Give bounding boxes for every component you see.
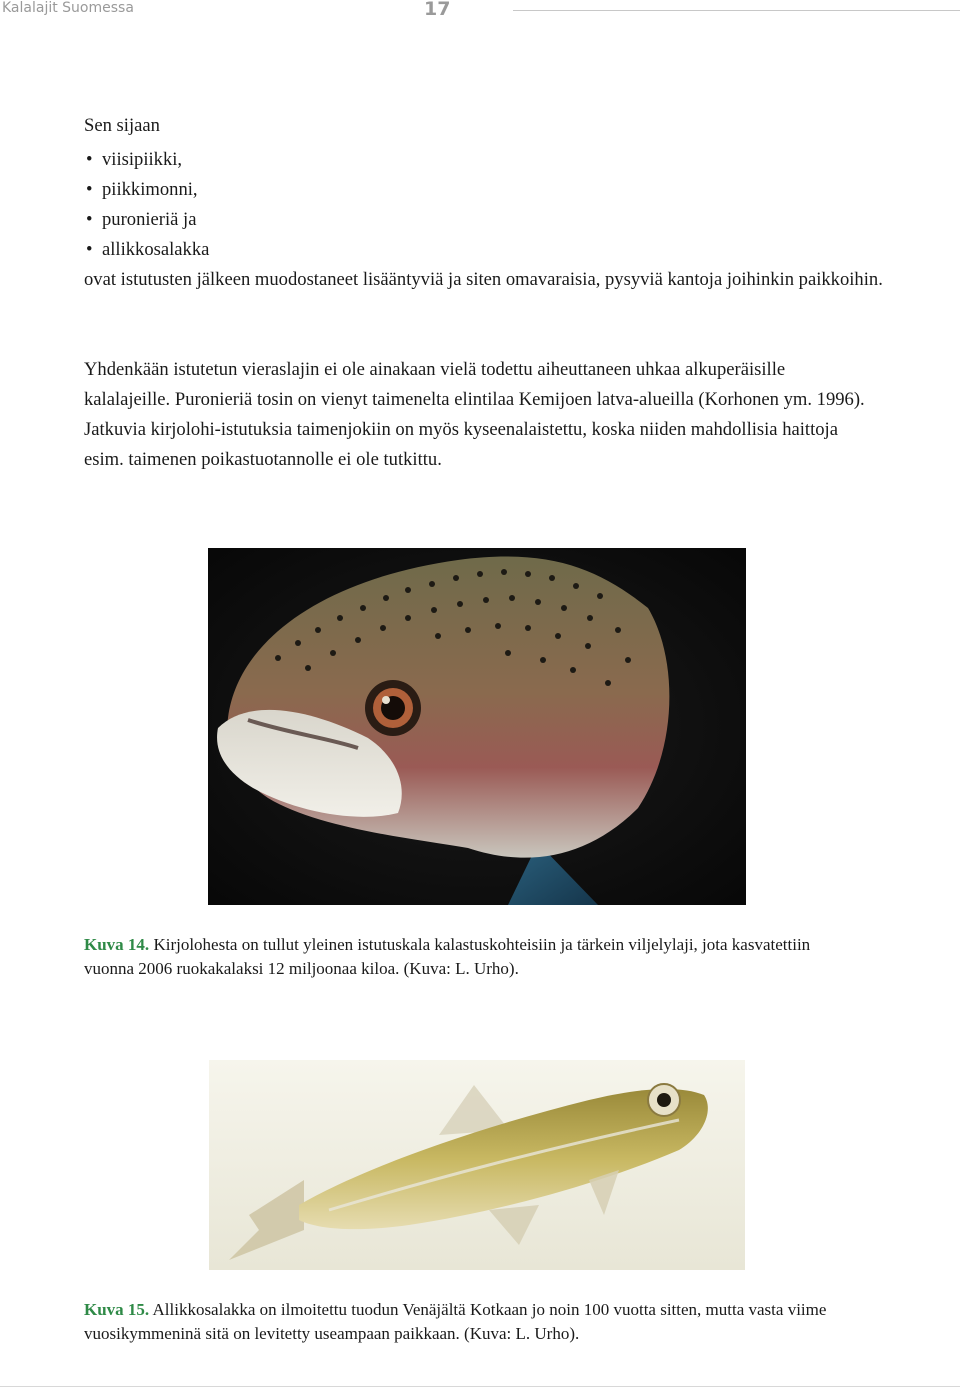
running-title: Kalalajit Suomessa	[2, 0, 134, 16]
sunbleak-illustration	[209, 1060, 745, 1270]
figure-15-label: Kuva 15.	[84, 1300, 150, 1319]
rainbow-trout-photo	[208, 548, 746, 905]
footer-rule	[0, 1386, 960, 1387]
list-item: • puronieriä ja	[84, 205, 884, 235]
list-item: • viisipiikki,	[84, 145, 884, 175]
figure-14-label: Kuva 14.	[84, 935, 150, 954]
sunbleak-photo	[209, 1060, 745, 1270]
list-item: • allikkosalakka	[84, 235, 884, 265]
page-number: 17	[424, 0, 451, 20]
trout-illustration	[208, 548, 746, 905]
paragraph	[84, 355, 874, 475]
paragraph-text: Yhdenkään istutetun vieraslajin ei ole ainakaan vielä todettu aiheuttaneen uhkaa alkuperäisille kalalajeille. Puronieriä tosin on vienyt taimenelta elintilaa Kemijoen latva-alueilla (Korhonen ym. 1996). Jatkuvia kirjolohi-istutuksia taimenjokiin on myös kyseenalaistettu, koska niiden mahdollisia haittoja esim. taimenen poikastuotannolle ei ole tutkittu.	[84, 359, 865, 470]
intro-continuation: ovat istutusten jälkeen muodostaneet lisääntyviä ja siten omavaraisia, pysyviä kantoja joihinkin paikkoihin.	[84, 269, 883, 290]
intro-section	[84, 111, 884, 295]
figure-15-caption	[84, 1298, 864, 1346]
intro-lead: Sen sijaan	[84, 115, 160, 136]
list-item: • piikkimonni,	[84, 175, 884, 205]
species-list	[84, 145, 884, 265]
figure-15-caption-text: Allikkosalakka on ilmoitettu tuodun Venäjältä Kotkaan jo noin 100 vuotta sitten, mutta vasta viime vuosikymmeninä sitä on levitetty useampaan paikkaan. (Kuva: L. Urho).	[84, 1300, 827, 1343]
figure-14-caption-text: Kirjolohesta on tullut yleinen istutuskala kalastuskohteisiin ja tärkein viljelylaji, jota kasvatettiin vuonna 2006 ruokakalaksi 12 miljoonaa kiloa. (Kuva: L. Urho).	[84, 935, 811, 978]
header-rule	[513, 10, 960, 11]
figure-14-caption	[84, 933, 864, 981]
page-header	[0, 0, 960, 30]
